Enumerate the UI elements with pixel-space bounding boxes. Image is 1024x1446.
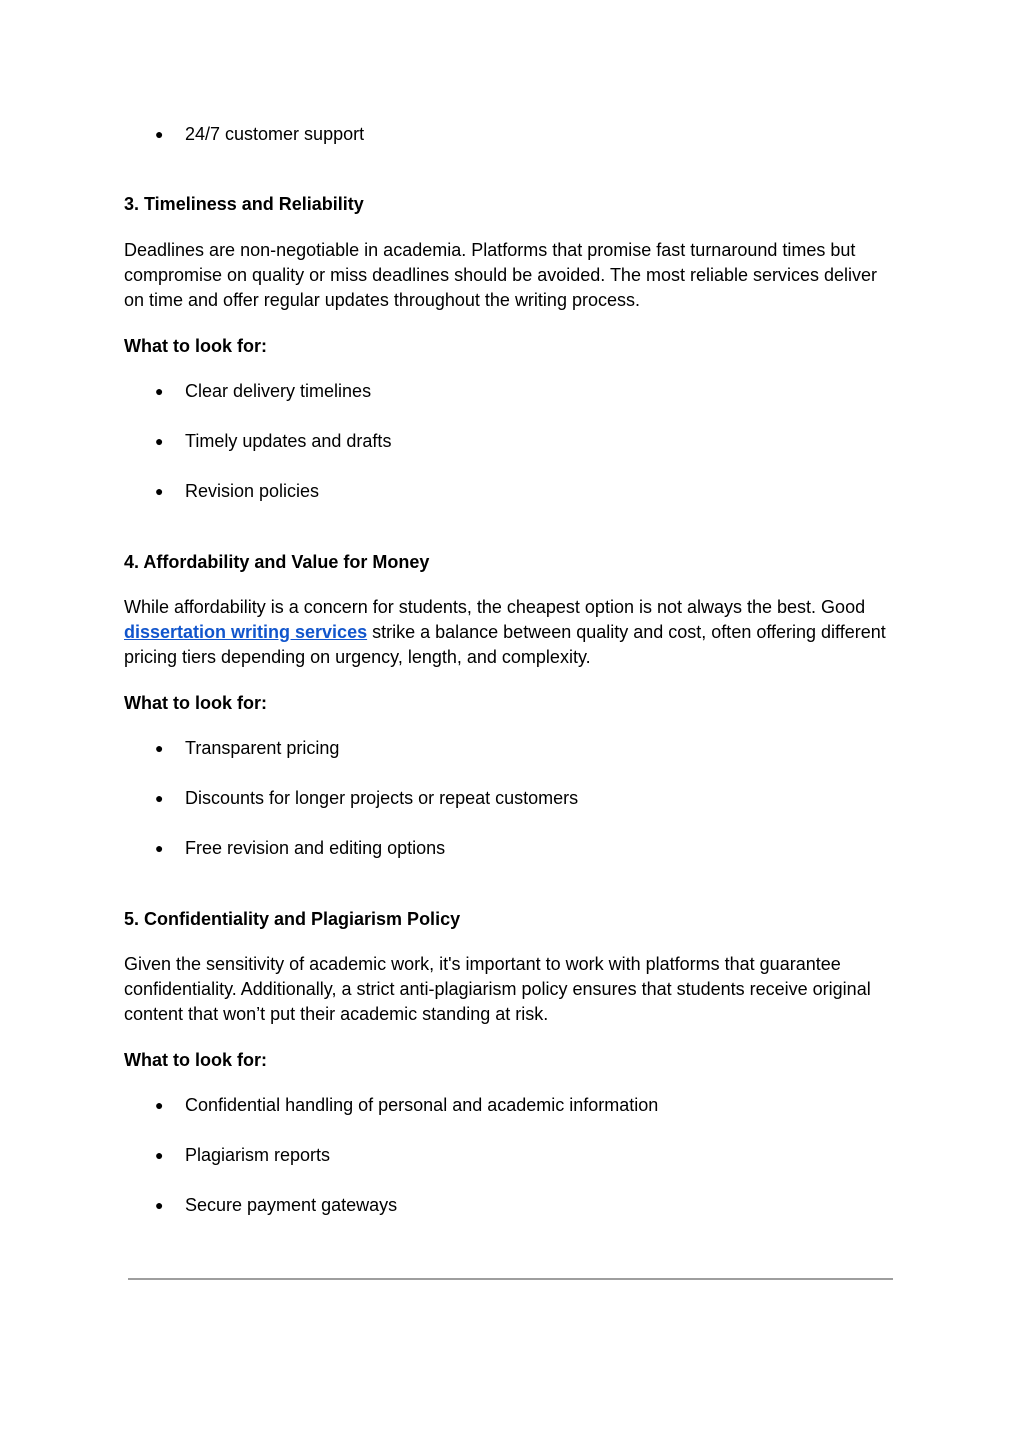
list-item-text: Plagiarism reports [185,1145,331,1165]
what-to-look-for-label: What to look for: [124,1050,267,1070]
list-item-text: Discounts for longer projects or repeat customers [185,788,579,808]
paragraph-text: While affordability is a concern for students, the cheapest option is not always the best. Good [124,597,866,617]
list-item-text: Secure payment gateways [185,1195,398,1215]
bullet-icon: ● [155,126,164,142]
bullet-icon: ● [155,433,164,449]
section-paragraph [124,595,896,670]
bullet-icon: ● [155,383,164,399]
bullet-icon: ● [155,840,164,856]
section-heading: 4. Affordability and Value for Money [124,552,430,572]
bullet-icon: ● [155,1097,164,1113]
section-paragraph: Deadlines are non-negotiable in academia. Platforms that promise fast turnaround times but compromise on quality or miss deadlines should be avoided. The most reliable services deliver on time and offer regular updates throughout the writing process. [124,240,878,310]
list-item-text: Revision policies [185,481,320,501]
dissertation-writing-services-link[interactable]: dissertation writing services [124,622,368,642]
list-item-text: Timely updates and drafts [185,431,392,451]
bullet-icon: ● [155,790,164,806]
list-item-text: Confidential handling of personal and academic information [185,1095,659,1115]
section-heading: 3. Timeliness and Reliability [124,194,364,214]
bullet-icon: ● [155,1197,164,1213]
what-to-look-for-label: What to look for: [124,693,267,713]
document-page [124,0,896,1446]
section-paragraph: Given the sensitivity of academic work, it's important to work with platforms that guarantee confidentiality. Additionally, a strict anti-plagiarism policy ensures that students receive original content that won’t put their academic standing at risk. [124,954,871,1024]
horizontal-divider [128,1278,893,1280]
paragraph-text: strike a balance between quality and cost, often offering different pricing tiers depending on urgency, length, and complexity. [124,622,886,667]
list-item-text: Free revision and editing options [185,838,446,858]
section-heading: 5. Confidentiality and Plagiarism Policy [124,909,461,929]
list-item-text: Clear delivery timelines [185,381,372,401]
list-item-text: 24/7 customer support [185,124,365,144]
bullet-icon: ● [155,483,164,499]
list-item-text: Transparent pricing [185,738,340,758]
bullet-icon: ● [155,1147,164,1163]
what-to-look-for-label: What to look for: [124,336,267,356]
bullet-icon: ● [155,740,164,756]
